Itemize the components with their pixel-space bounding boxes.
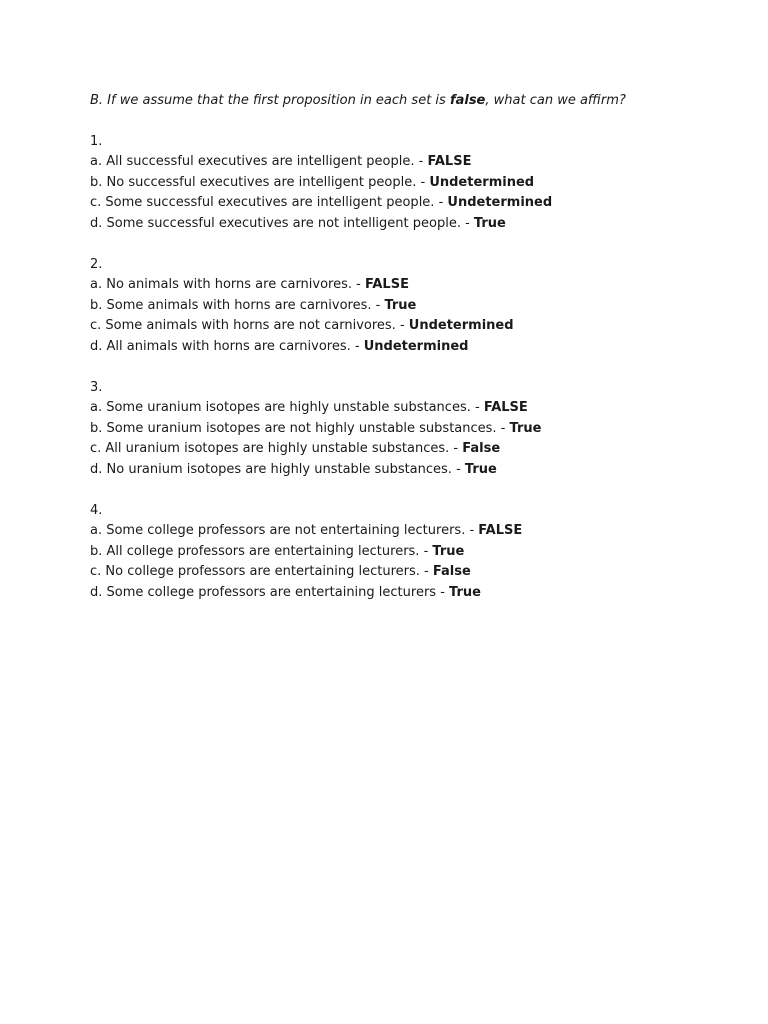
proposition-d <box>90 460 730 481</box>
proposition-text: c. Some successful executives are intelligent people. - <box>90 195 448 210</box>
proposition-text: a. Some uranium isotopes are highly unstable substances. - <box>90 400 484 415</box>
set-number: 2. <box>90 256 103 272</box>
proposition-text: d. Some college professors are entertaining lecturers - <box>90 584 450 600</box>
proposition-d <box>90 583 730 604</box>
proposition-c <box>90 439 730 460</box>
answer-label: Undetermined <box>408 318 514 333</box>
document-body <box>90 91 730 624</box>
question-heading <box>90 91 730 112</box>
proposition-text: d. Some successful executives are not intelligent people. - <box>90 215 474 231</box>
proposition-text: a. Some college professors are not entertaining lecturers. - <box>90 523 479 538</box>
answer-label: True <box>464 461 497 477</box>
proposition-a <box>90 398 730 419</box>
proposition-text: b. Some animals with horns are carnivores. - <box>90 297 385 313</box>
set-number: 3. <box>90 379 103 395</box>
proposition-d <box>90 214 730 235</box>
answer-label: True <box>473 215 506 231</box>
proposition-set-4 <box>90 501 730 604</box>
heading-suffix: , what can we affirm? <box>485 93 626 108</box>
answer-label: Undetermined <box>429 174 535 190</box>
answer-label: Undetermined <box>363 338 469 354</box>
proposition-a <box>90 275 730 296</box>
heading-prefix: B. If we assume that the first proposition in each set is <box>90 93 450 108</box>
answer-label: FALSE <box>478 523 523 538</box>
proposition-b <box>90 296 730 317</box>
proposition-c <box>90 193 730 214</box>
answer-label: True <box>449 584 481 600</box>
answer-label: True <box>384 297 417 313</box>
answer-label: FALSE <box>364 277 409 292</box>
proposition-c <box>90 562 730 583</box>
answer-label: True <box>432 543 465 559</box>
proposition-text: c. All uranium isotopes are highly unstable substances. - <box>90 441 463 456</box>
answer-label: FALSE <box>483 400 528 415</box>
proposition-set-3 <box>90 378 730 481</box>
answer-label: Undetermined <box>447 195 553 210</box>
heading-emphasis: false <box>449 93 486 108</box>
proposition-set-1 <box>90 132 730 235</box>
proposition-b <box>90 542 730 563</box>
proposition-b <box>90 173 730 194</box>
set-number: 1. <box>90 133 103 149</box>
proposition-d <box>90 337 730 358</box>
answer-label: True <box>509 420 542 436</box>
proposition-text: a. No animals with horns are carnivores. - <box>90 277 365 292</box>
proposition-text: a. All successful executives are intelligent people. - <box>90 154 428 169</box>
proposition-b <box>90 419 730 440</box>
proposition-text: c. Some animals with horns are not carnivores. - <box>90 318 409 333</box>
answer-label: FALSE <box>427 154 472 169</box>
proposition-c <box>90 316 730 337</box>
proposition-text: d. No uranium isotopes are highly unstable substances. - <box>90 461 465 477</box>
proposition-set-2 <box>90 255 730 358</box>
proposition-text: d. All animals with horns are carnivores. - <box>90 338 364 354</box>
proposition-text: b. All college professors are entertaining lecturers. - <box>90 543 433 559</box>
proposition-text: b. No successful executives are intelligent people. - <box>90 174 430 190</box>
proposition-a <box>90 152 730 173</box>
answer-label: False <box>432 564 471 579</box>
proposition-text: c. No college professors are entertaining lecturers. - <box>90 564 433 579</box>
proposition-a <box>90 521 730 542</box>
answer-label: False <box>462 441 501 456</box>
proposition-text: b. Some uranium isotopes are not highly unstable substances. - <box>90 420 510 436</box>
set-number: 4. <box>90 502 103 518</box>
